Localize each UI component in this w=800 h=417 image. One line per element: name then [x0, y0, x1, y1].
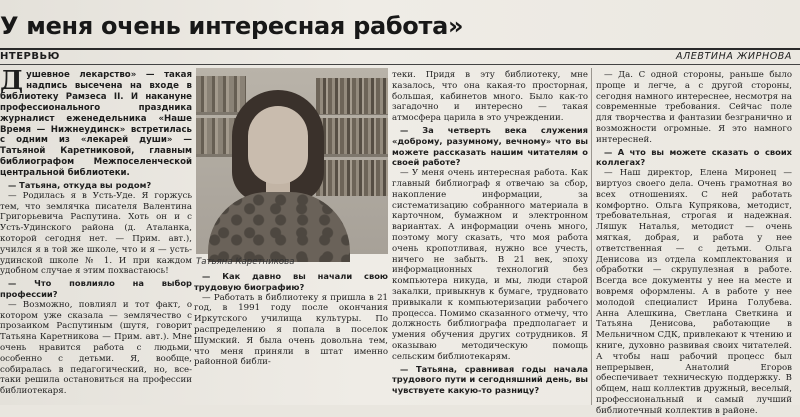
question: — Татьяна, сравнивая годы начала трудового пути и сегодняшний день, вы чувствуете какую-то разницу?	[392, 363, 588, 396]
lead-paragraph: ушевное лекарство» — такая надпись высечена на входе в библиотеку Рамзеса II. И накануне профессионального праздника журналист еженедельника «Наше Время — Нижнеудинск» встретилась с одним из «лекарей души» — Татьяной Каретниковой, главным библиографом Межпоселенческой центральной библиотеки.	[0, 70, 192, 179]
column-1	[0, 66, 192, 405]
answer-continued: теки. Придя в эту библиотеку, мне казалось, что она какая-то просторная, большая, кабинетов много. Было как-то загадочно и интересно — такая атмосфера царила в это учреждении.	[392, 70, 588, 124]
question: — Татьяна, откуда вы родом?	[8, 180, 152, 191]
answer: — У меня очень интересная работа. Как главный библиограф я отвечаю за сбор, накопление информации, за систематизацию собранного материала в карточном, бумажном и электронном вариантах. А информации очень много, поэтому могу сказать, что моя работа очень кропотливая, нужно все учесть, ничего не забыть. В 21 век, эпоху информационных технологий без компьютера никуда, и мы, люди старой закалки, привыкнув к бумаге, трудновато привыкали к компьютеризации рабочего процесса. Помимо сказанного отмечу, что должность библиографа предполагает и умения обучения других сотрудников. Я оказываю методическую помощь сельским библиотекарям.	[392, 168, 588, 362]
bookshelf	[196, 76, 246, 112]
answer: — Наш директор, Елена Миронец — виртуоз своего дела. Очень грамотная во всех отношениях. С ней работать комфортно. Ольга Купрякова, методист, требовательная, строгая и надежная. Ляшук Наталья, методист — очень мягкая, добрая, и работа у нее ответственная — с детьми. Ольга Денисова из отдела комплектования и обработки — скрупулезная в работе. Всегда все документы у нее на месте и вовремя оформлены. А в работе у нее молодой специалист Ирина Голубева. Анна Алешкина, Светлана Светкина и Татьяна Денисова, работающие в Мельничном СДК, привлекают к чтению и книге, духовно развивая своих читателей. А чтобы наш рабочий процесс был непрерывен, Анатолий Егоров обеспечивает техническую поддержку. В общем, наш коллектив дружный, веселый, профессиональный и самый лучший библиотечный коллектив в районе.	[596, 168, 792, 416]
photo-caption: Татьяна Каретникова	[196, 257, 295, 267]
question: — А что вы можете сказать о своих коллегах?	[596, 146, 792, 168]
subheader-rule	[0, 64, 800, 65]
column-2	[194, 270, 388, 405]
headline: У меня очень интересная работа»	[0, 12, 464, 40]
question: — Что повлияло на выбор профессии?	[0, 278, 192, 300]
portrait-photo	[196, 68, 388, 254]
answer: — Родилась я в Усть-Уде. Я горжусь тем, что землячка писателя Валентина Григорьевича Распутина. Хоть он и с Усть-Удинского района (д. Аталанка, которой сегодня нет. — Прим. авт.), учился я в той же школе, что и я — усть-удинской школе № 1. И при каждом удобном случае я этим похвастаюсь!	[0, 190, 192, 277]
bookshelf	[316, 160, 388, 196]
answer: — Да. С одной стороны, раньше было проще и легче, а с другой стороны, сегодня намного интереснее, несмотря на современные требования. Сейчас поле для творчества и фантазии безгранично и возможности огромные. Я это намного интересней.	[596, 70, 792, 145]
drop-cap: Д	[0, 66, 24, 96]
column-3	[392, 70, 588, 405]
bookshelf	[316, 78, 388, 114]
answer: — Работать в библиотеку я пришла в 21 год, в 1991 году после окончания Иркутского училища культуры. По распределению я попала в поселок Шумский. Я была очень довольна тем, что меня приняли в штат именно районной библи-	[194, 292, 388, 368]
bookshelf	[316, 118, 388, 154]
question: — За четверть века служения «доброму, разумному, вечному» что вы можете рассказать нашим читателям о своей работе?	[392, 124, 588, 168]
author-name: АЛЕВТИНА ЖИРНОВА	[675, 51, 792, 62]
rubric: НТЕРВЬЮ	[0, 51, 60, 62]
portrait-face	[248, 106, 308, 184]
question: — Как давно вы начали свою трудовую биографию?	[194, 271, 388, 292]
column-4	[596, 70, 792, 416]
portrait-figure	[194, 68, 390, 268]
column-divider	[591, 68, 592, 405]
header-rule	[0, 48, 800, 50]
answer: — Возможно, повлиял и тот факт, о котором уже сказала — землячество с прозаиком Распутиным (шутя, говорит Татьяна Каретникова — Прим. авт.). Мне очень нравится работа с людьми, особенно с детьми. Я, вообще, собиралась в педагогический, но, все-таки решила остановиться на профессии библиотекаря.	[0, 299, 192, 397]
portrait-body	[208, 192, 350, 262]
